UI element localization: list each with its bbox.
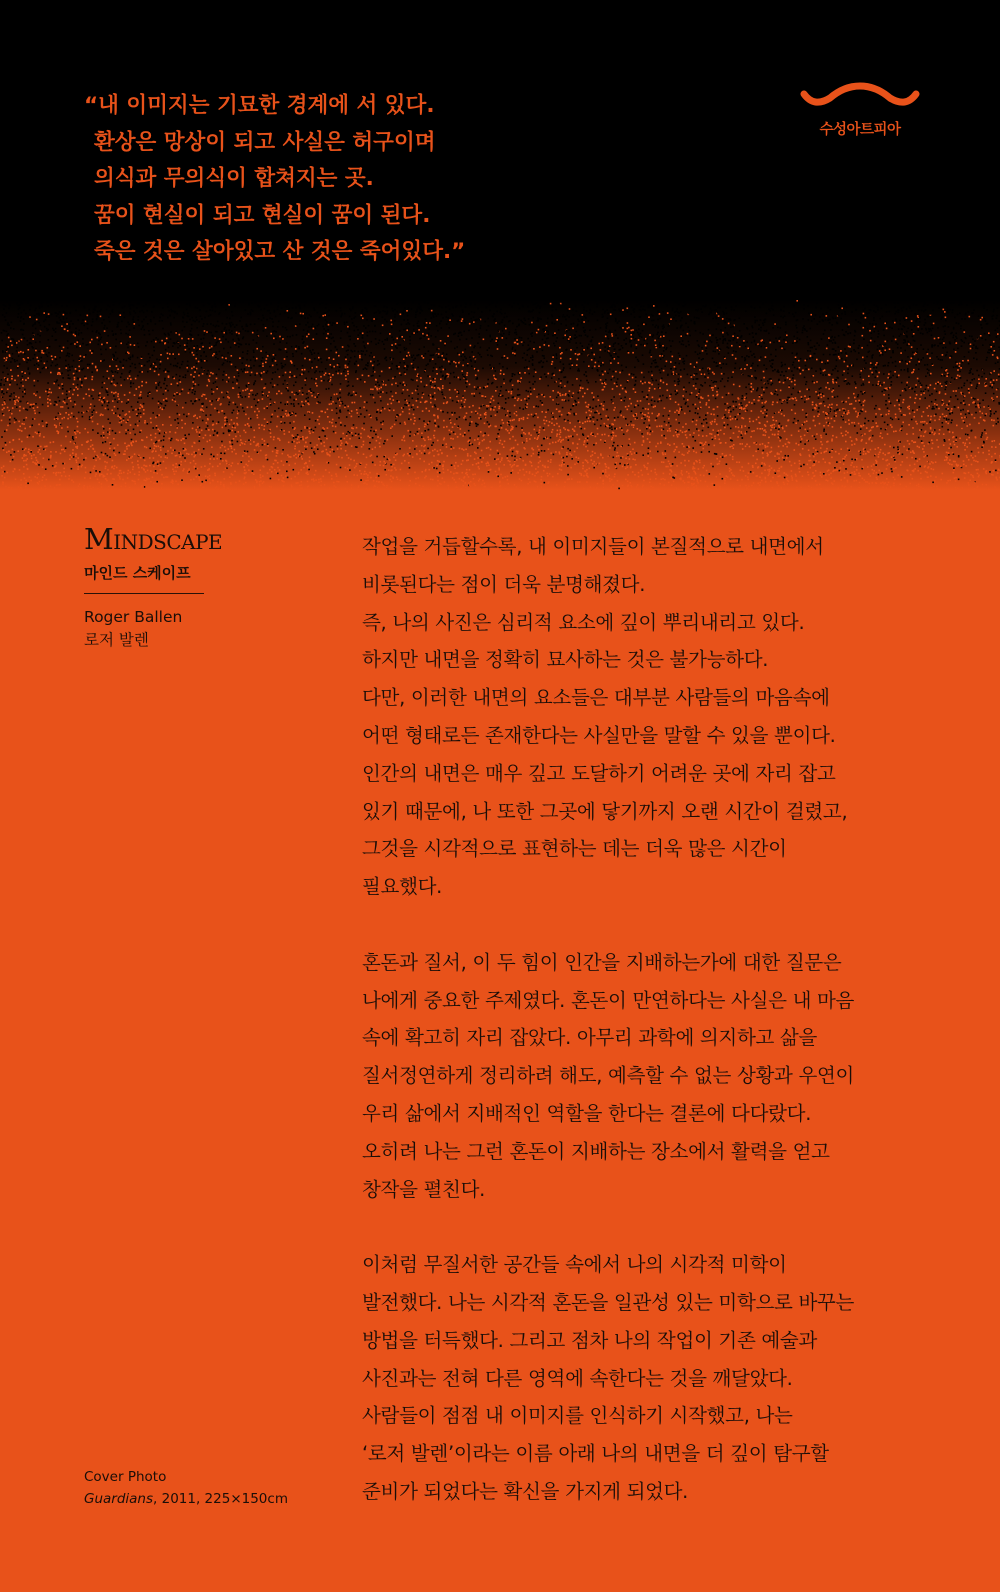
- body-line: 방법을 터득했다. 그리고 점차 나의 작업이 기존 예술과: [362, 1328, 818, 1352]
- body-line: 비롯된다는 점이 더욱 분명해졌다.: [362, 572, 646, 596]
- body-line: 사람들이 점점 내 이미지를 인식하기 시작했고, 나는: [362, 1404, 793, 1428]
- page-subtitle: 마인드 스케이프: [84, 564, 191, 582]
- author-block: [84, 606, 314, 652]
- author-name-ko: 로저 발렌: [84, 631, 149, 649]
- page-title: Mindscape: [84, 522, 223, 556]
- paragraph: [362, 528, 922, 906]
- paragraph: [362, 944, 922, 1209]
- cover-caption: [84, 1466, 288, 1510]
- body-line: 필요했다.: [362, 875, 443, 899]
- body-line: 인간의 내면은 매우 깊고 도달하기 어려운 곳에 자리 잡고: [362, 761, 836, 785]
- paragraph: [362, 1246, 922, 1511]
- body-line: 다만, 이러한 내면의 요소들은 대부분 사람들의 마음속에: [362, 686, 830, 710]
- body-line: 창작을 펼친다.: [362, 1177, 486, 1201]
- body-line: 있기 때문에, 나 또한 그곳에 닿기까지 오랜 시간이 걸렸고,: [362, 799, 848, 823]
- title-block: [84, 522, 314, 652]
- body-line: 이처럼 무질서한 공간들 속에서 나의 시각적 미학이: [362, 1253, 787, 1277]
- quote-line: 죽은 것은 살아있고 산 것은 죽어있다.”: [94, 239, 466, 264]
- cover-label: Cover Photo: [84, 1469, 167, 1485]
- body-line: 즉, 나의 사진은 심리적 요소에 깊이 뿌리내리고 있다.: [362, 610, 805, 634]
- divider: [84, 593, 204, 594]
- body-line: 혼돈과 질서, 이 두 힘이 인간을 지배하는가에 대한 질문은: [362, 950, 842, 974]
- body-line: 그것을 시각적으로 표현하는 데는 더욱 많은 시간이: [362, 837, 787, 861]
- body-line: 우리 삶에서 지배적인 역할을 한다는 결론에 다다랐다.: [362, 1101, 812, 1125]
- quote-line: 의식과 무의식이 합쳐지는 곳.: [94, 166, 374, 191]
- body-line: ‘로저 발렌’이라는 이름 아래 나의 내면을 더 깊이 탐구할: [362, 1442, 829, 1466]
- quote-line: “내 이미지는 기묘한 경계에 서 있다.: [84, 93, 435, 118]
- grain-gradient: [0, 300, 1000, 490]
- body-line: 나에게 중요한 주제였다. 혼돈이 만연하다는 사실은 내 마음: [362, 988, 855, 1012]
- body-line: 어떤 형태로든 존재한다는 사실만을 말할 수 있을 뿐이다.: [362, 723, 836, 747]
- body-line: 속에 확고히 자리 잡았다. 아무리 과학에 의지하고 삶을: [362, 1026, 818, 1050]
- body-line: 작업을 거듭할수록, 내 이미지들이 본질적으로 내면에서: [362, 535, 824, 558]
- cover-work-meta: , 2011, 225×150cm: [153, 1491, 288, 1507]
- quote-line: 환상은 망상이 되고 사실은 허구이며: [94, 129, 436, 155]
- body-line: 사진과는 전혀 다른 영역에 속한다는 것을 깨달았다.: [362, 1366, 793, 1390]
- quote-line: 꿈이 현실이 되고 현실이 꿈이 된다.: [94, 202, 431, 228]
- cover-work-title: Guardians: [84, 1491, 154, 1507]
- body-line: 질서정연하게 정리하려 해도, 예측할 수 없는 상황과 우연이: [362, 1064, 855, 1088]
- pull-quote: [84, 88, 465, 271]
- body-line: 준비가 되었다는 확신을 가지게 되었다.: [362, 1479, 689, 1503]
- body-line: 발전했다. 나는 시각적 혼돈을 일관성 있는 미학으로 바꾸는: [362, 1290, 855, 1314]
- cover-details: [84, 1488, 288, 1510]
- body-text: [362, 528, 922, 1511]
- body-line: 오히려 나는 그런 혼돈이 지배하는 장소에서 활력을 얻고: [362, 1139, 830, 1163]
- body-line: 하지만 내면을 정확히 묘사하는 것은 불가능하다.: [362, 648, 769, 672]
- author-name-en: Roger Ballen: [84, 608, 183, 626]
- logo-text: 수성아트피아: [819, 122, 901, 138]
